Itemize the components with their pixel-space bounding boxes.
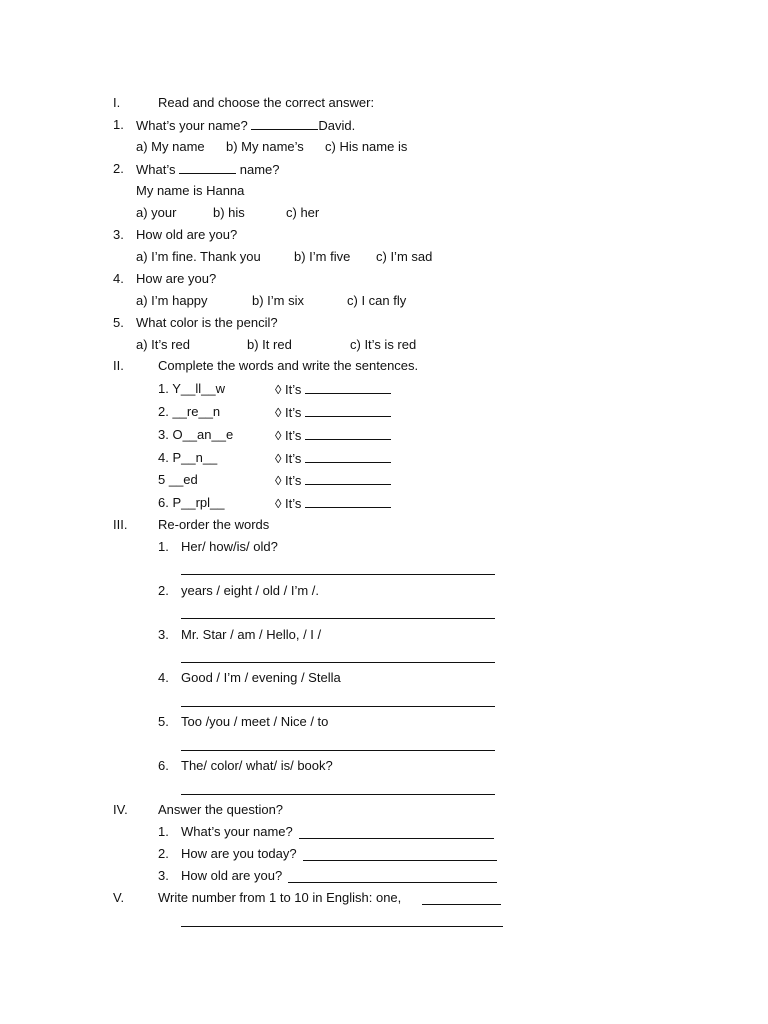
sentence-answer: ◊ It’s xyxy=(275,427,391,444)
q1-option-c[interactable]: c) His name is xyxy=(325,139,408,154)
sentence-answer: ◊ It’s xyxy=(275,450,391,467)
q2-option-c[interactable]: c) her xyxy=(286,205,320,220)
word-item: 5 __ed xyxy=(158,472,198,487)
q4-option-c[interactable]: c) I can fly xyxy=(347,293,407,308)
word-item: 6. P__rpl__ xyxy=(158,495,225,510)
answer-line[interactable] xyxy=(181,574,495,575)
q4-number: 4. xyxy=(113,271,124,286)
answer-line[interactable] xyxy=(422,904,501,905)
word-item: 4. P__n__ xyxy=(158,450,218,465)
q1-question: What’s your name? David. xyxy=(136,118,356,133)
q2-option-a[interactable]: a) your xyxy=(136,205,177,220)
word-item: 1. Y__ll__w xyxy=(158,381,225,396)
q2-number: 2. xyxy=(113,161,124,176)
q5-option-b[interactable]: b) It red xyxy=(247,337,292,352)
q3-question: How old are you? xyxy=(136,227,238,242)
reorder-words: years / eight / old / I’m /. xyxy=(181,583,319,598)
q2-question: What’s name? xyxy=(136,162,280,177)
q3-number: 3. xyxy=(113,227,124,242)
q2-option-b[interactable]: b) his xyxy=(213,205,245,220)
word-item: 3. O__an__e xyxy=(158,427,234,442)
answer-blank[interactable] xyxy=(305,427,391,440)
answer-line[interactable] xyxy=(181,662,495,663)
q4-option-a[interactable]: a) I’m happy xyxy=(136,293,208,308)
reorder-words: Too /you / meet / Nice / to xyxy=(181,714,329,729)
answer-line[interactable] xyxy=(181,750,495,751)
question-number: 1. xyxy=(158,824,169,839)
section-1-title: Read and choose the correct answer: xyxy=(158,95,375,110)
question-number: 3. xyxy=(158,868,169,883)
sentence-answer: ◊ It’s xyxy=(275,381,391,398)
q3-option-b[interactable]: b) I’m five xyxy=(294,249,351,264)
answer-line[interactable] xyxy=(288,882,497,883)
q1-option-b[interactable]: b) My name’s xyxy=(226,139,304,154)
q4-option-b[interactable]: b) I’m six xyxy=(252,293,304,308)
reorder-number: 5. xyxy=(158,714,169,729)
reorder-words: The/ color/ what/ is/ book? xyxy=(181,758,333,773)
answer-blank[interactable] xyxy=(305,381,391,394)
sentence-answer: ◊ It’s xyxy=(275,404,391,421)
q5-question: What color is the pencil? xyxy=(136,315,278,330)
answer-line[interactable] xyxy=(181,926,503,927)
reorder-number: 2. xyxy=(158,583,169,598)
reorder-words: Her/ how/is/ old? xyxy=(181,539,278,554)
answer-line[interactable] xyxy=(299,838,494,839)
answer-blank[interactable] xyxy=(305,404,391,417)
reorder-number: 4. xyxy=(158,670,169,685)
answer-line[interactable] xyxy=(181,618,495,619)
sentence-answer: ◊ It’s xyxy=(275,495,391,512)
question-number: 2. xyxy=(158,846,169,861)
section-4-title: Answer the question? xyxy=(158,802,284,817)
q2-line2: My name is Hanna xyxy=(136,183,245,198)
reorder-number: 3. xyxy=(158,627,169,642)
answer-blank[interactable] xyxy=(305,495,391,508)
reorder-number: 6. xyxy=(158,758,169,773)
q3-option-a[interactable]: a) I’m fine. Thank you xyxy=(136,249,261,264)
q1-option-a[interactable]: a) My name xyxy=(136,139,205,154)
section-4-number: IV. xyxy=(113,802,128,817)
answer-line[interactable] xyxy=(181,706,495,707)
open-question: What’s your name? xyxy=(181,824,293,839)
q1-blank[interactable] xyxy=(251,117,318,130)
q3-option-c[interactable]: c) I’m sad xyxy=(376,249,433,264)
reorder-words: Good / I’m / evening / Stella xyxy=(181,670,341,685)
open-question: How old are you? xyxy=(181,868,283,883)
section-3-number: III. xyxy=(113,517,128,532)
section-3-title: Re-order the words xyxy=(158,517,270,532)
answer-blank[interactable] xyxy=(305,472,391,485)
section-2-title: Complete the words and write the sentences. xyxy=(158,358,419,373)
q1-number: 1. xyxy=(113,117,124,132)
q5-option-a[interactable]: a) It’s red xyxy=(136,337,190,352)
reorder-words: Mr. Star / am / Hello, / I / xyxy=(181,627,322,642)
q2-blank[interactable] xyxy=(179,161,236,174)
reorder-number: 1. xyxy=(158,539,169,554)
q5-option-c[interactable]: c) It’s is red xyxy=(350,337,417,352)
q4-question: How are you? xyxy=(136,271,217,286)
word-item: 2. __re__n xyxy=(158,404,221,419)
answer-line[interactable] xyxy=(303,860,497,861)
sentence-answer: ◊ It’s xyxy=(275,472,391,489)
answer-blank[interactable] xyxy=(305,450,391,463)
section-5-title: Write number from 1 to 10 in English: one, xyxy=(158,890,402,905)
q5-number: 5. xyxy=(113,315,124,330)
section-5-number: V. xyxy=(113,890,125,905)
section-2-number: II. xyxy=(113,358,124,373)
section-1-number: I. xyxy=(113,95,121,110)
answer-line[interactable] xyxy=(181,794,495,795)
open-question: How are you today? xyxy=(181,846,297,861)
